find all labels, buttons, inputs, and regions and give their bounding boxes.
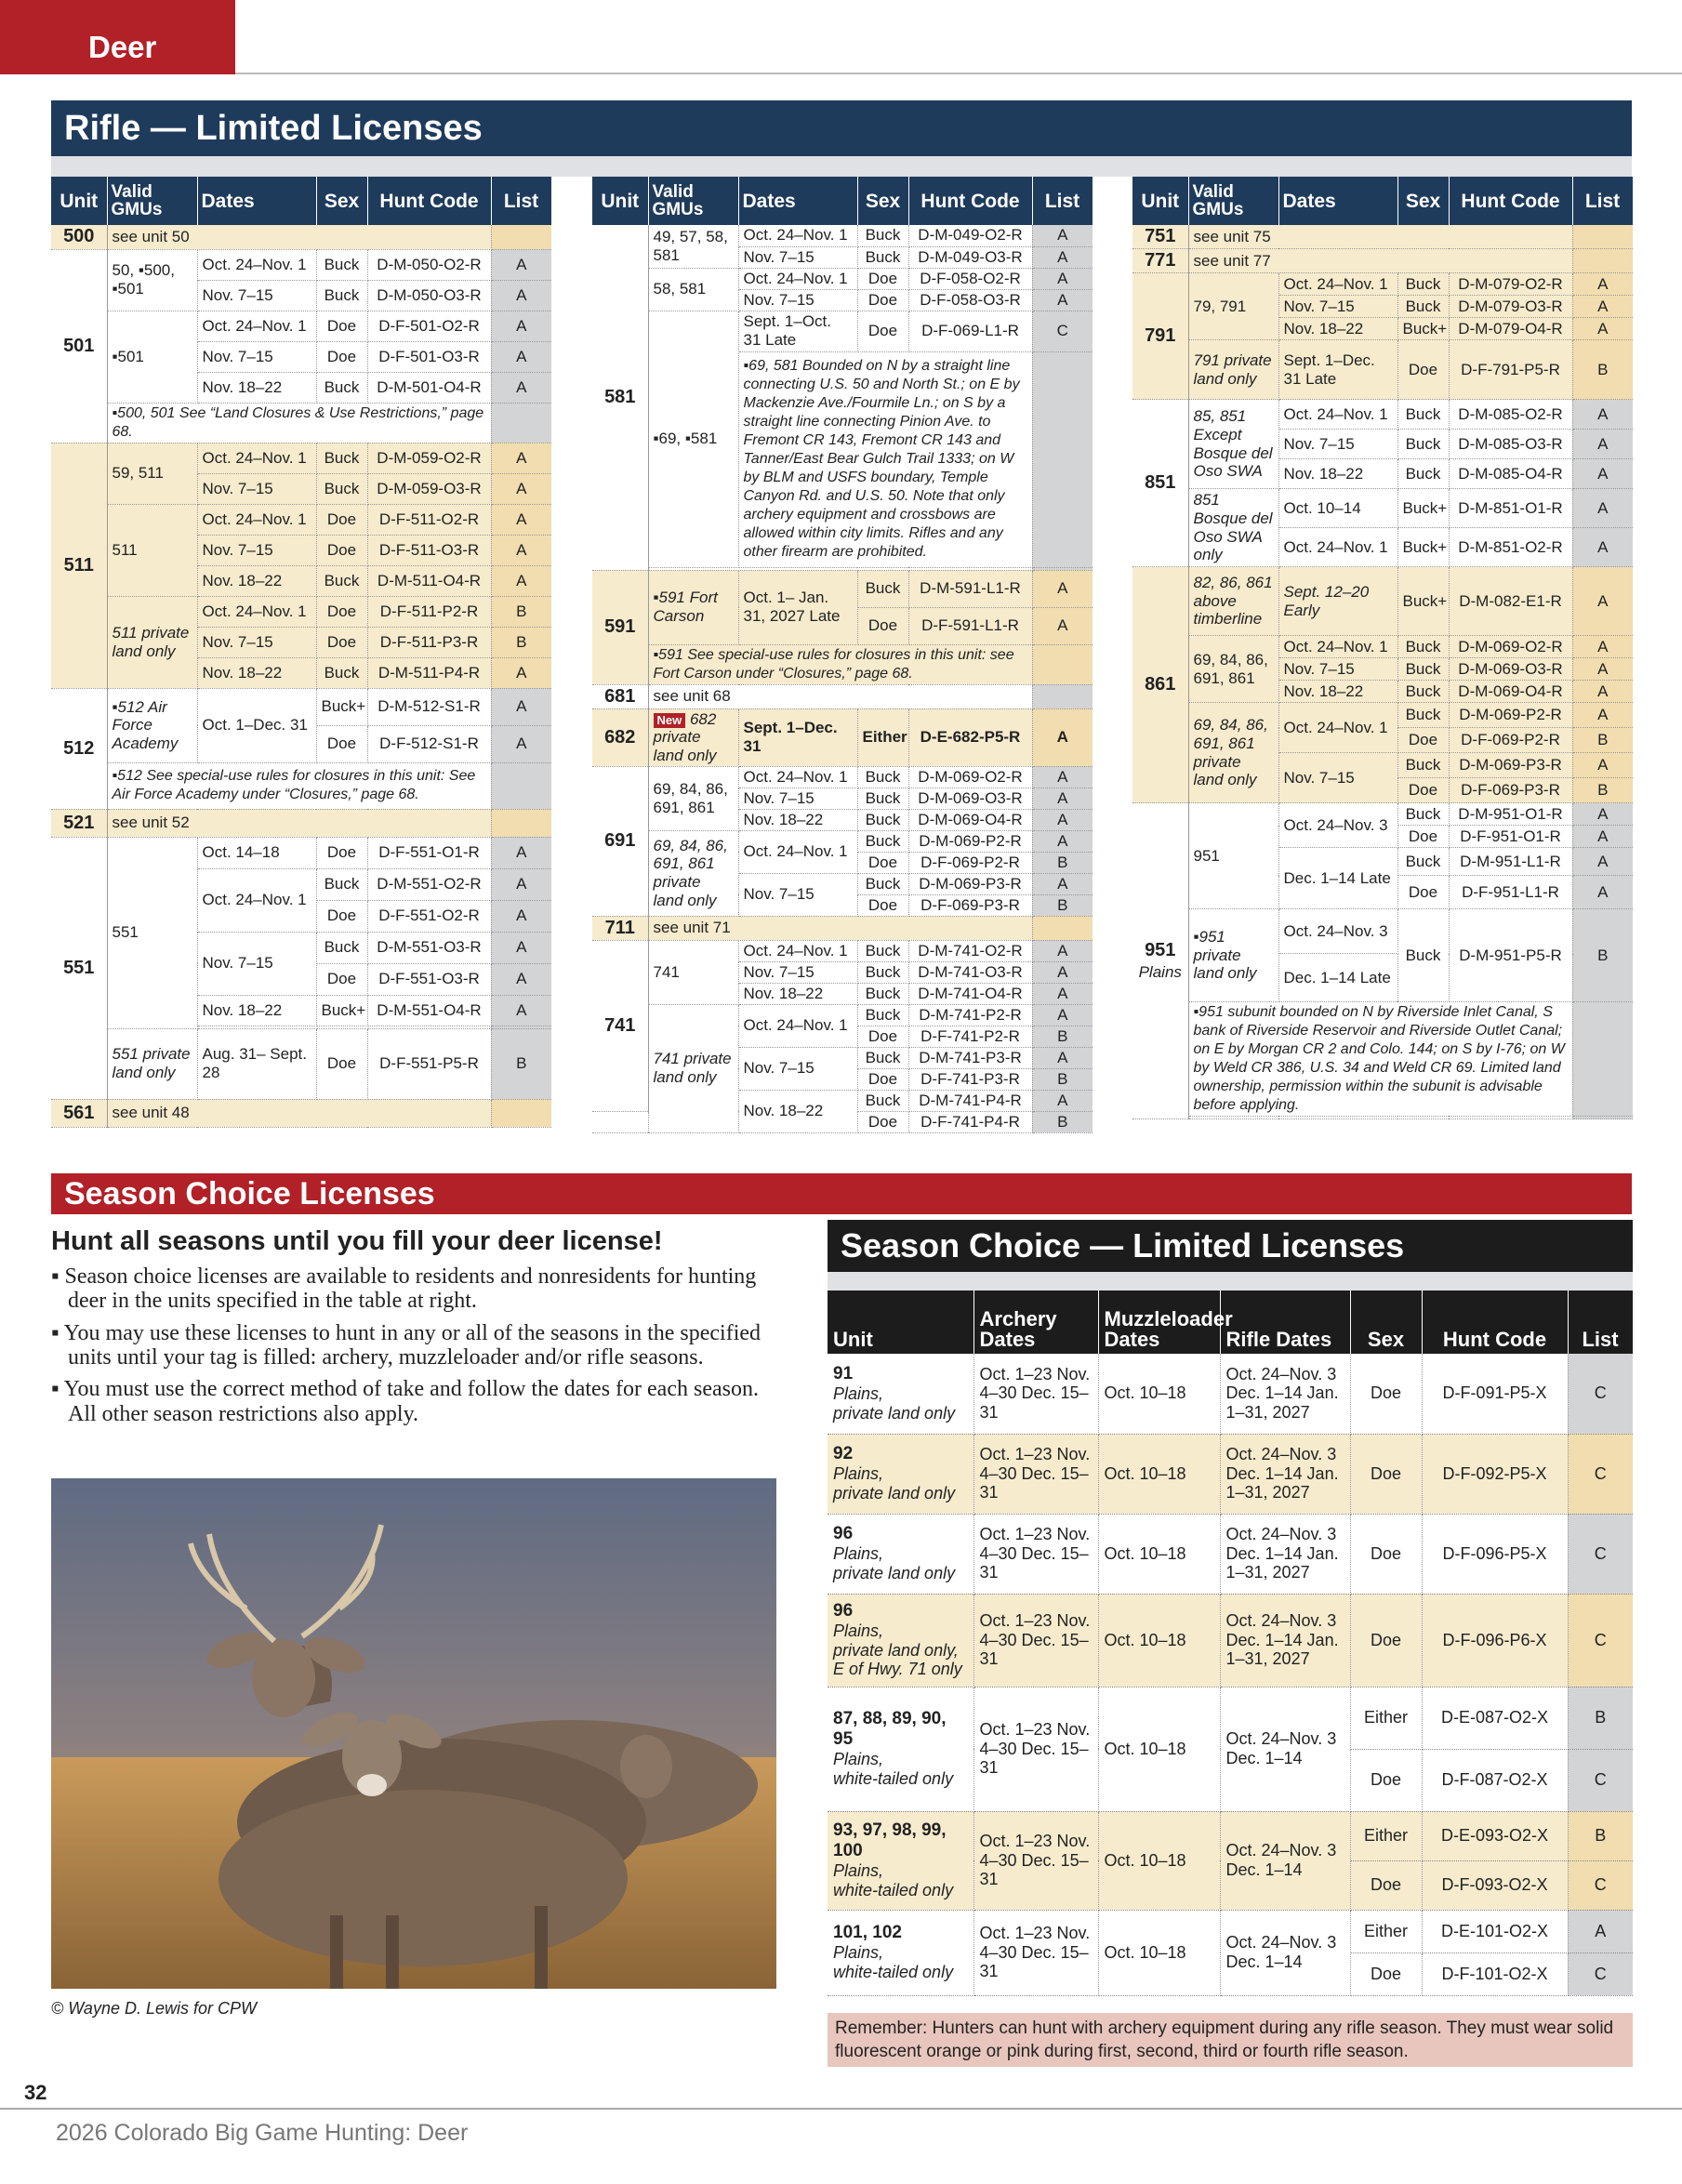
title-gap bbox=[51, 156, 1632, 177]
season-heading: Hunt all seasons until you fill your deer license! bbox=[51, 1226, 663, 1256]
new-badge: New bbox=[654, 713, 686, 729]
footer-line bbox=[0, 2108, 1682, 2110]
footer-title: 2026 Colorado Big Game Hunting: Deer bbox=[56, 2120, 469, 2146]
season-table: Unit Archery Dates Muzzleloader Dates Rifle Dates Sex Hunt Code List 91 Plains, private land only Oct. 1–23 Nov. 4–30 Dec. 15–31 Oct. 10–18 Oct. 24–Nov. 3 Dec. 1–14 Jan. 1–31, 2027 Doe D-F-091-P5-X C 92 Plains, private land only Oct. 1–23 Nov. 4–30 Dec. 15–31 Oct. 10–18 Oct. 24–Nov. 3 Dec. 1–14 Jan. 1–31, 2027 Doe D-F-092-P5-X C 96 Plains, private land only Oct. 1–23 Nov. 4–30 Dec. 15–31 Oct. 10–18 Oct. 24–Nov. 3 Dec. 1–14 Jan. 1–31, 2027 Doe D-F-096-P5-X C 96 Plains, private land only, E of Hwy. 71 only Oct. 1–23 Nov. 4–30 Dec. 15–31 Oct. 10–18 Oct. 24–Nov. 3 Dec. 1–14 Jan. 1–31, 2027 Doe D-F-096-P6-X C 87, 88, 89, 90, 95 Plains, white-tailed only Oct. 1–23 Nov. 4–30 Dec. 15–31 Oct. 10–18 Oct. 24–Nov. 3 Dec. 1–14 Either D-E-087-O2-X B Doe D-F-087-O2-X C 93, 97, 98, 99, 100 Plains, white-tailed only Oct. 1–23 Nov. 4–30 Dec. 15–31 Oct. 10–18 Oct. 24–Nov. 3 Dec. 1–14 Either D-E-093-O2-X B Doe D-F-093-O2-X C 101, 102 Plains, white-tailed only Oct. 1–23 Nov. 4–30 Dec. 15–31 Oct. 10–18 Oct. 24–Nov. 3 Dec. 1–14 Either D-E-101-O2-X A Doe D-F-101-O2-X C bbox=[828, 1291, 1634, 1996]
page-number: 32 bbox=[24, 2081, 47, 2104]
bullet-3: ▪ You must use the correct method of take and follow the dates for each season. All other season restrictions also apply. bbox=[51, 1377, 759, 1426]
remember-note: Remember: Hunters can hunt with archery equipment during any rifle season. They must wear solid fluorescent orange or pink during first, second, third or fourth rifle season. bbox=[828, 2013, 1633, 2067]
season-band: Season Choice Licenses bbox=[51, 1173, 1632, 1214]
section-tab: Deer bbox=[0, 0, 235, 74]
bullet-2: ▪ You may use these licenses to hunt in any or all of the seasons in the specified units until your tag is filled: archery, muzzleloader and/or rifle seasons. bbox=[51, 1320, 762, 1370]
rifle-title: Rifle — Limited Licenses bbox=[51, 100, 1632, 156]
rifle-table-2: Unit Valid GMUs Dates Sex Hunt Code List 581 49, 57, 58, 581 Oct. 24–Nov. 1 Buck D-M-049-O2-R A Nov. 7–15 Buck D-M-049-O3-R A 58, 581 Oct. 24–Nov. 1 Doe D-F-058-O2-R A Nov. 7–15 Doe D-F-058-O3-R A ▪69, ▪581 Sept. 1–Oct. 31 Late Doe D-F-069-L1-R C ▪69, 581 Bounded on N by a straight line connecting U.S. 50 and North St.; on E by Mackenzie Ave./Fourmile Ln.; on S by a straight line connecting Pinion Ave. to Fremont CR 143, Fremont CR 143 and Tanner/East Bear Gulch Trail 1333; on W by BLM and USFS boundary, Temple Canyon Rd. and U.S. 50. Note that only archery equipment and crossbows are allowed within city limits. Rifles and any other firearm are prohibited. 591 ▪591 Fort Carson Oct. 1– Jan. 31, 2027 Late Buck D-M-591-L1-R A Doe D-F-591-L1-R A ▪591 See special-use rules for closures in this unit: see Fort Carson under “Closures,” page 68. 681 see unit 68 682 New 682 private land only Sept. 1–Dec. 31 Either D-E-682-P5-R A 691 69, 84, 86, 691, 861 Oct. 24–Nov. 1 Buck D-M-069-O2-R A Nov. 7–15 Buck D-M-069-O3-R A Nov. 18–22 Buck D-M-069-O4-R A 69, 84, 86, 691, 861 private land only Oct. 24–Nov. 1 Buck D-M-069-P2-R A Doe D-F-069-P2-R B Nov. 7–15 Buck D-M-069-P3-R A Doe D-F-069-P3-R B 711 see unit 71 741 741 Oct. 24–Nov. 1 Buck D-M-741-O2-R A Nov. 7–15 Buck D-M-741-O3-R A Nov. 18–22 Buck D-M-741-O4-R A 741 private land only Oct. 24–Nov. 1 Buck D-M-741-P2-R A Doe D-F-741-P2-R B Nov. 7–15 Buck D-M-741-P3-R A Doe D-F-741-P3-R B Nov. 18–22 Buck D-M-741-P4-R A Doe D-F-741-P4-R B bbox=[592, 177, 1093, 1133]
divider bbox=[235, 73, 1682, 74]
season-table-title: Season Choice — Limited Licenses bbox=[828, 1220, 1633, 1272]
bullet-1: ▪ Season choice licenses are available to residents and nonresidents for hunting deer in the units specified in the table at right. bbox=[51, 1264, 757, 1314]
season-gap bbox=[828, 1272, 1633, 1291]
season-intro bbox=[51, 1227, 776, 1434]
rifle-table-3: Unit Valid GMUs Dates Sex Hunt Code List 751 see unit 75 771 see unit 77 791 79, 791 Oct. 24–Nov. 1 Buck D-M-079-O2-R A Nov. 7–15 Buck D-M-079-O3-R A Nov. 18–22 Buck+ D-M-079-O4-R A 791 private land only Sept. 1–Dec. 31 Late Doe D-F-791-P5-R B 851 85, 851 Except Bosque del Oso SWA Oct. 24–Nov. 1 Buck D-M-085-O2-R A Nov. 7–15 Buck D-M-085-O3-R A Nov. 18–22 Buck D-M-085-O4-R A 851 Bosque del Oso SWA only Oct. 10–14 Buck+ D-M-851-O1-R A Oct. 24–Nov. 1 Buck+ D-M-851-O2-R A 861 82, 86, 861 above timberline Sept. 12–20 Early Buck+ D-M-082-E1-R A 69, 84, 86, 691, 861 Oct. 24–Nov. 1 Buck D-M-069-O2-R A Nov. 7–15 Buck D-M-069-O3-R A Nov. 18–22 Buck D-M-069-O4-R A 69, 84, 86, 691, 861 private land only Oct. 24–Nov. 1 Buck D-M-069-P2-R A Doe D-F-069-P2-R B Nov. 7–15 Buck D-M-069-P3-R A Doe D-F-069-P3-R B 951 Plains 951 Oct. 24–Nov. 3 Buck D-M-951-O1-R A Doe D-F-951-O1-R A Dec. 1–14 Late Buck D-M-951-L1-R A Doe D-F-951-L1-R A ▪951 private land only Oct. 24–Nov. 3 Buck D-M-951-P5-R B Dec. 1–14 Late ▪951 subunit bounded on N by Riverside Inlet Canal, S bank of Riverside Reservoir and Riverside Outlet Canal; on E by Morgan CR 2 and Colo. 144; on S by I-76; on W by Weld CR 386, U.S. 34 and Weld CR 69. Limited land ownership, permission within the subunit is advisable before applying. bbox=[1132, 177, 1634, 1119]
deer-photo bbox=[51, 1478, 776, 1989]
photo-credit: © Wayne D. Lewis for CPW bbox=[51, 1999, 257, 2018]
rifle-table-1: Unit Valid GMUs Dates Sex Hunt Code List 500 see unit 50 501 50, ▪500, ▪501 Oct. 24–Nov. 1 Buck D-M-050-O2-R A Nov. 7–15 Buck D-M-050-O3-R A ▪501 Oct. 24–Nov. 1 Doe D-F-501-O2-R A Nov. 7–15 Doe D-F-501-O3-R A Nov. 18–22 Buck D-M-501-O4-R A ▪500, 501 See “Land Closures & Use Restrictions,” page 68. 511 59, 511 Oct. 24–Nov. 1 Buck D-M-059-O2-R A Nov. 7–15 Buck D-M-059-O3-R A 511 Oct. 24–Nov. 1 Doe D-F-511-O2-R A Nov. 7–15 Doe D-F-511-O3-R A Nov. 18–22 Buck D-M-511-O4-R A 511 private land only Oct. 24–Nov. 1 Doe D-F-511-P2-R B Nov. 7–15 Doe D-F-511-P3-R B Nov. 18–22 Buck D-M-511-P4-R A 512 ▪512 Air Force Academy Oct. 1–Dec. 31 Buck+ D-M-512-S1-R A Doe D-F-512-S1-R A ▪512 See special-use rules for closures in this unit: See Air Force Academy under “Closures,” page 68. 521 see unit 52 551 551 Oct. 14–18 Doe D-F-551-O1-R A Oct. 24–Nov. 1 Buck D-M-551-O2-R A Doe D-F-551-O2-R A Nov. 7–15 Buck D-M-551-O3-R A Doe D-F-551-O3-R A Nov. 18–22 Buck+ D-M-551-O4-R A 551 private land only Aug. 31– Sept. 28 Doe D-F-551-P5-R B 561 see unit 48 bbox=[51, 177, 552, 1128]
